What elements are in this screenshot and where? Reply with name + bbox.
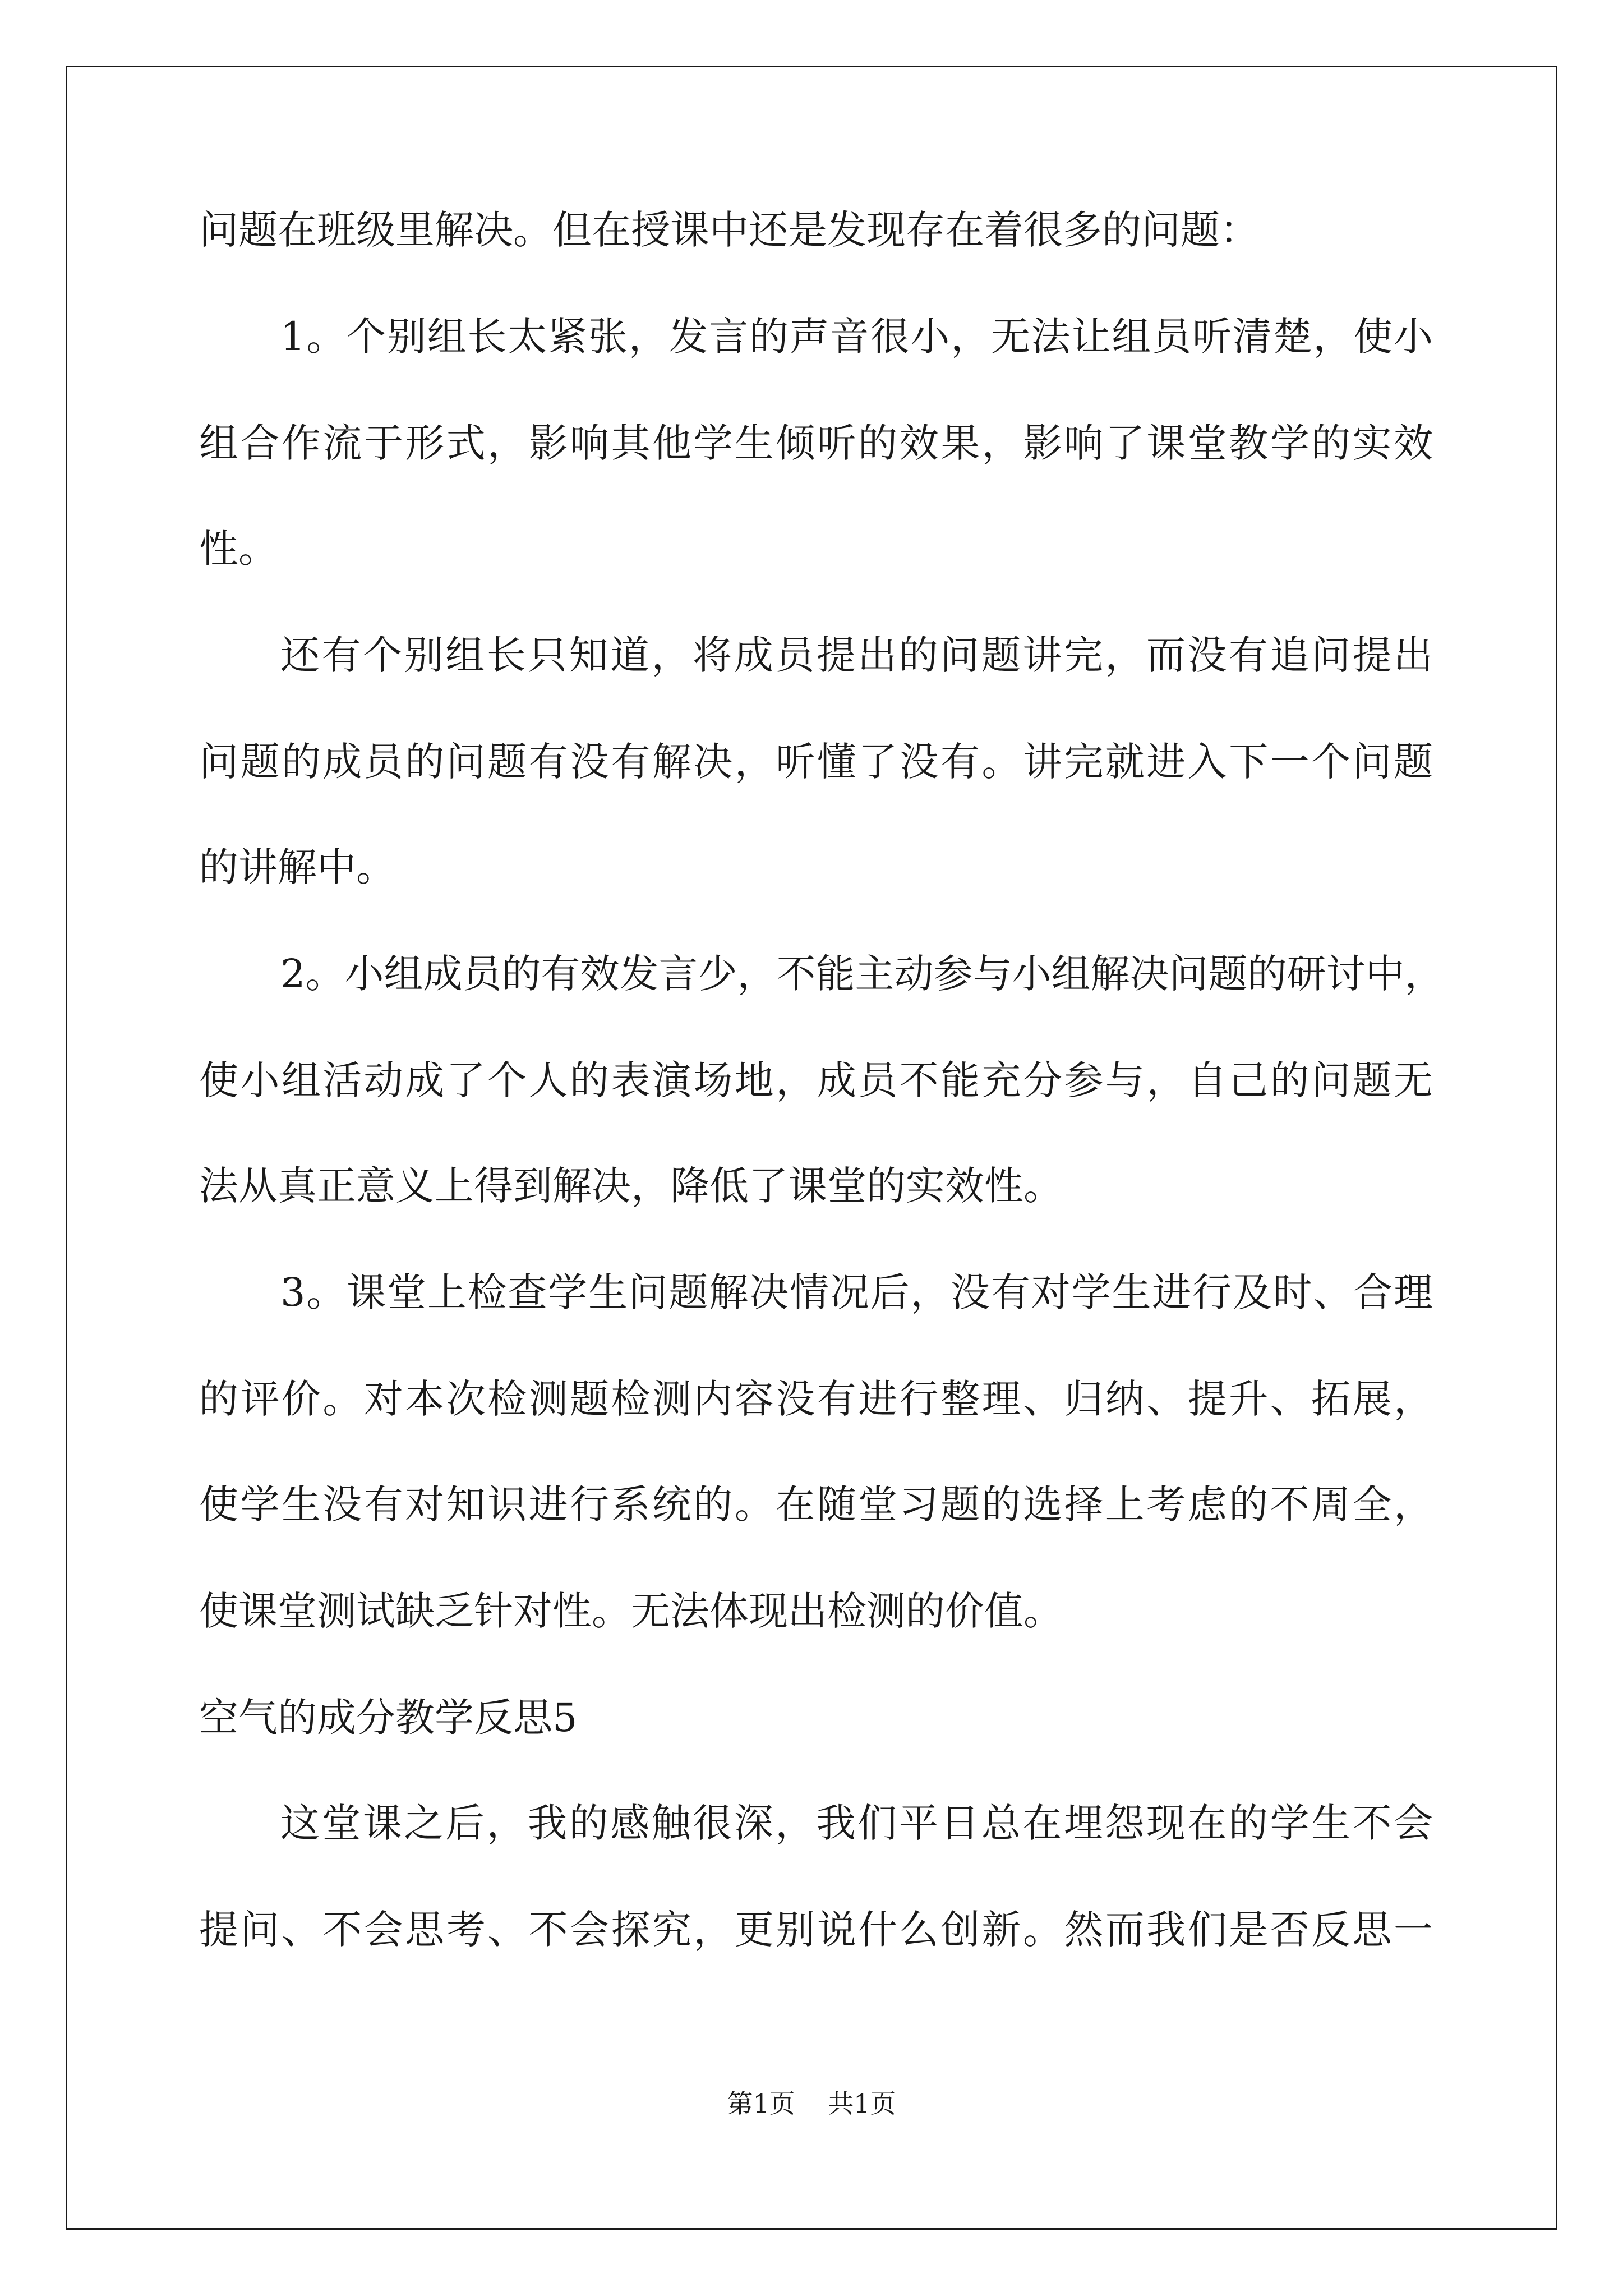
- text-line: 的评价。对本次检测题检测内容没有进行整理、归纳、提升、拓展，: [199, 1376, 1433, 1422]
- text-line: 这堂课之后，我的感触很深，我们平日总在埋怨现在的学生不会: [280, 1800, 1433, 1846]
- text-line: 法从真正意义上得到解决，降低了课堂的实效性。: [199, 1163, 1063, 1209]
- text-line: 2。小组成员的有效发言少，不能主动参与小组解决问题的研讨中，: [280, 951, 1444, 997]
- text-line: 使小组活动成了个人的表演场地，成员不能充分参与，自己的问题无: [199, 1057, 1433, 1103]
- text-line: 问题在班级里解决。但在授课中还是发现存在着很多的问题：: [199, 207, 1259, 253]
- text-line: 的讲解中。: [199, 844, 395, 890]
- page-footer: [0, 2087, 1623, 2120]
- text-line: 3。课堂上检查学生问题解决情况后，没有对学生进行及时、合理: [280, 1269, 1433, 1315]
- text-line: 提问、不会思考、不会探究，更别说什么创新。然而我们是否反思一: [199, 1907, 1433, 1953]
- text-line: 1。个别组长太紧张，发言的声音很小，无法让组员听清楚，使小: [280, 314, 1433, 360]
- text-line: 组合作流于形式，影响其他学生倾听的效果，影响了课堂教学的实效: [199, 420, 1433, 466]
- page-total: 共1页: [828, 2088, 896, 2119]
- text-line: 使课堂测试缺乏针对性。无法体现出检测的价值。: [199, 1588, 1063, 1634]
- text-line: 问题的成员的问题有没有解决，听懂了没有。讲完就进入下一个问题: [199, 739, 1433, 785]
- text-line: 使学生没有对知识进行系统的。在随堂习题的选择上考虑的不周全，: [199, 1481, 1433, 1527]
- text-line: 性。: [199, 526, 278, 572]
- text-line: 还有个别组长只知道，将成员提出的问题讲完，而没有追问提出: [280, 632, 1433, 678]
- page-number: 第1页: [727, 2088, 795, 2119]
- section-heading: 空气的成分教学反思5: [199, 1695, 578, 1741]
